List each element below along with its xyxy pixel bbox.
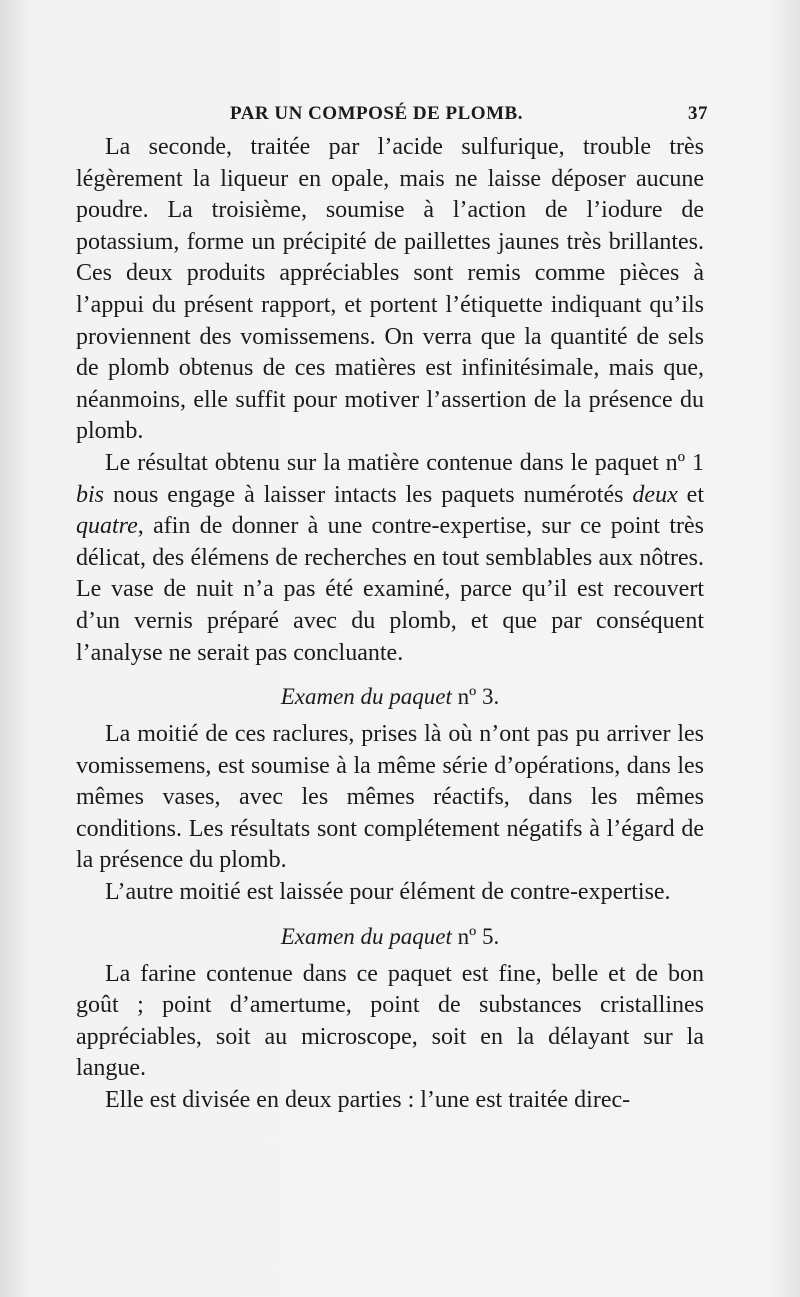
section-heading-5-italic: Examen du paquet — [280, 923, 452, 949]
section-heading-3-italic: Examen du paquet — [280, 684, 452, 710]
section-heading-5-number: nº 5. — [451, 923, 500, 949]
paragraph-4: L’autre moitié est laissée pour élément de contre-expertise. — [105, 879, 671, 906]
paragraph-2-deux: deux — [632, 481, 678, 508]
paragraph-2-bis: bis — [76, 481, 105, 508]
running-title: PAR UN COMPOSÉ DE PLOMB. — [230, 103, 523, 124]
body-text — [76, 132, 704, 1117]
paragraph-6: Elle est divisée en deux parties : l’une est traitée direc- — [105, 1087, 631, 1114]
paragraph-2-part-c: et — [677, 481, 705, 508]
paragraph-2-part-b: nous engage à laisser intacts les paquets numérotés — [104, 481, 633, 508]
paragraph-2-quatre: quatre — [76, 513, 138, 540]
paragraph-2-part-d: , afin de donner à une contre-expertise, sur ce point très délicat, des élémens de recherches en tout semblables aux nôtres. Le vase de nuit n’a pas été examiné, parce qu’il est recouvert d’un vernis préparé avec du plomb, et que par conséquent l’analyse ne serait pas concluante. — [76, 513, 704, 666]
paragraph-2 — [76, 448, 704, 669]
section-heading-paquet-3 — [76, 683, 704, 711]
paragraph-3: La moitié de ces raclures, prises là où n’ont pas pu arriver les vomissemens, est soumise à la même série d’opérations, dans les mêmes vases, avec les mêmes réactifs, dans les mêmes conditions. Les résultats sont complétement négatifs à l’égard de la présence du plomb. — [76, 721, 704, 874]
paragraph-5: La farine contenue dans ce paquet est fine, belle et de bon goût ; point d’amertume, point de substances cristallines appréciables, soit au microscope, soit en la délayant sur la langue. — [76, 960, 704, 1082]
paragraph-1: La seconde, traitée par l’acide sulfurique, trouble très légèrement la liqueur en opale, mais ne laisse déposer aucune poudre. La troisième, soumise à l’action de l’iodure de potassium, forme un précipité de paillettes jaunes très brillantes. Ces deux produits appréciables sont remis comme pièces à l’appui du présent rapport, et portent l’étiquette indiquant qu’ils proviennent des vomissemens. On verra que la quantité de sels de plomb obtenus de ces matières est infinitésimale, mais que, néanmoins, elle suffit pour motiver l’assertion de la présence du plomb. — [76, 134, 704, 445]
paragraph-2-part-a: Le résultat obtenu sur la matière contenue dans le paquet nº 1 — [105, 449, 704, 476]
page-number: 37 — [688, 103, 708, 124]
section-heading-3-number: nº 3. — [451, 684, 500, 710]
page-header — [230, 103, 708, 133]
section-heading-paquet-5 — [76, 923, 704, 951]
